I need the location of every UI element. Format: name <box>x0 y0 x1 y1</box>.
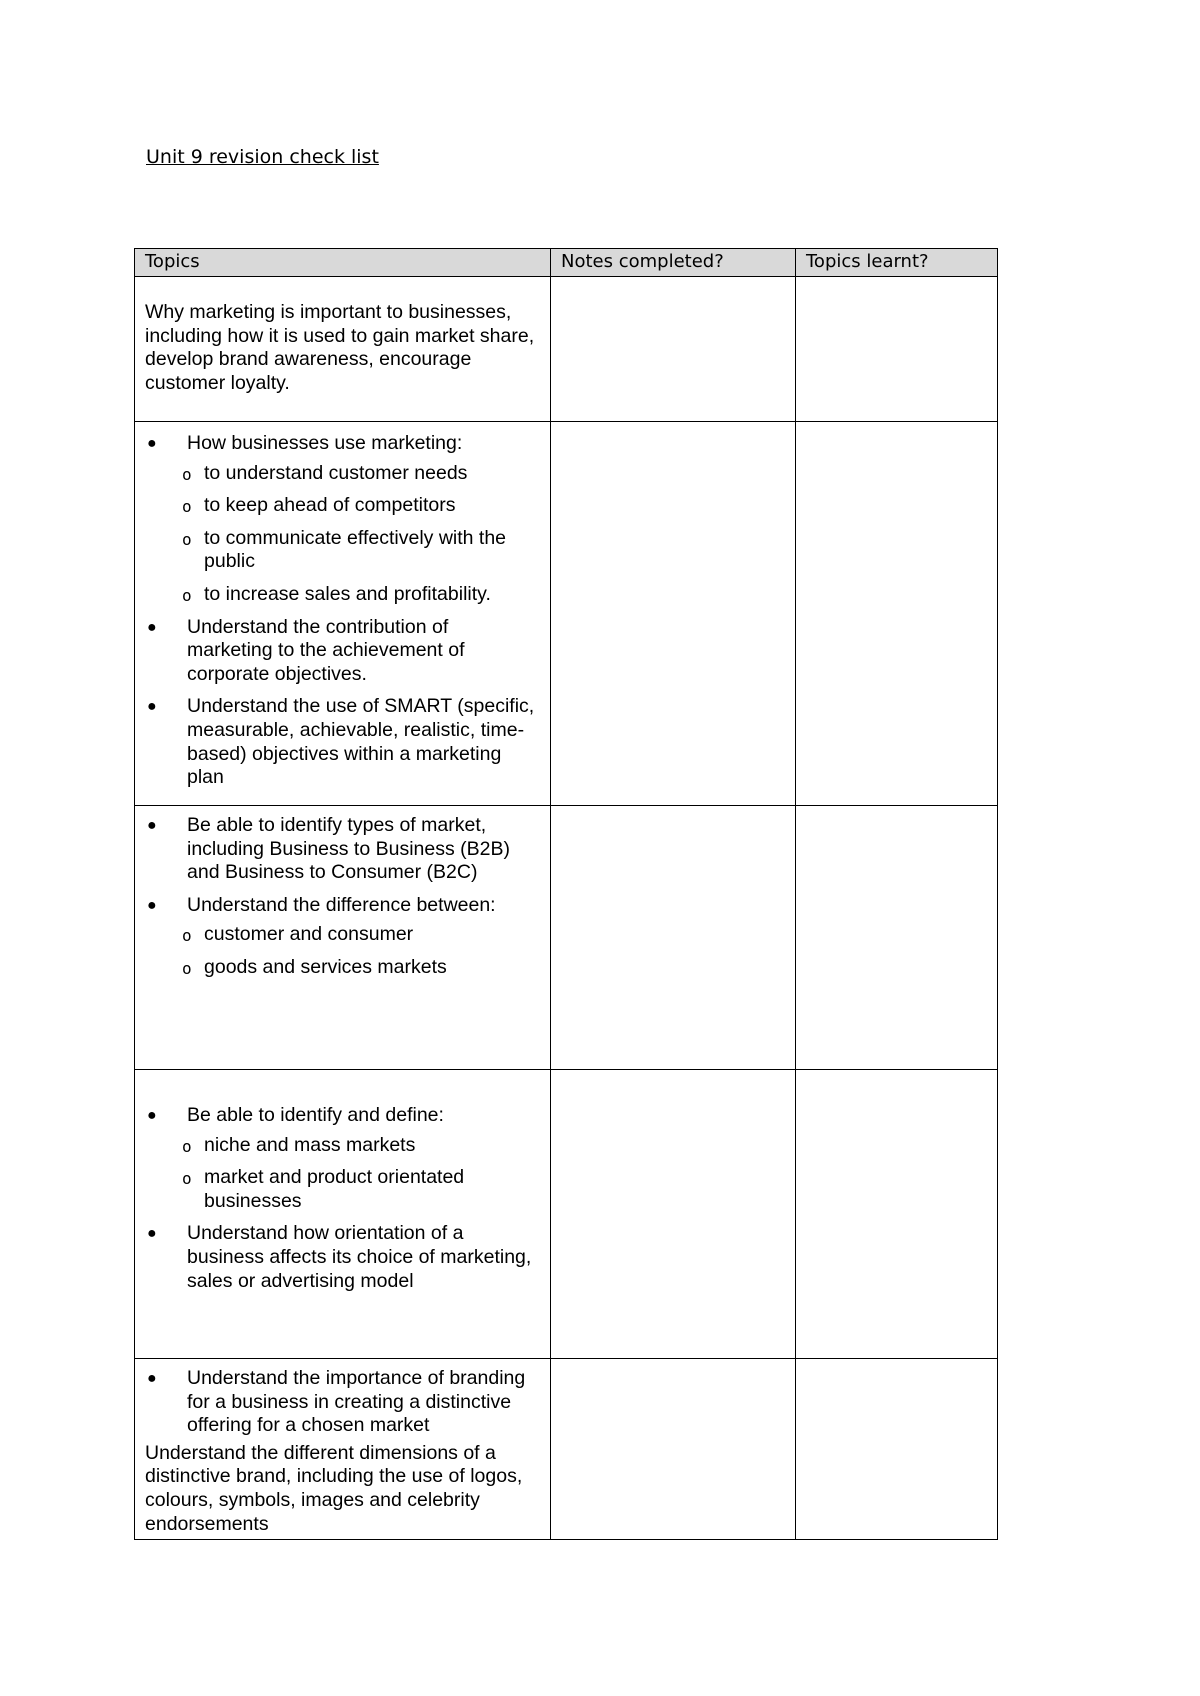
bullet-icon: ● <box>147 817 157 834</box>
topic-cell <box>135 1070 551 1359</box>
circle-bullet-icon: o <box>182 1136 192 1156</box>
bullet-icon: ● <box>147 1370 157 1387</box>
list-item: ● Understand how orientation of a business affects its choice of marketing, sales or advertising model <box>147 1222 532 1292</box>
circle-bullet-icon: o <box>182 497 192 517</box>
table-header-row <box>135 249 998 277</box>
bullet-icon: ● <box>147 1225 157 1243</box>
list-item: o niche and mass markets <box>187 1134 538 1158</box>
bullet-icon: ● <box>147 618 157 636</box>
bullet-icon: ● <box>147 435 157 452</box>
table-row <box>135 806 998 1070</box>
topics-learnt-cell[interactable] <box>796 1359 998 1540</box>
topic-cell <box>135 806 551 1070</box>
list-item: o goods and services markets <box>187 956 538 980</box>
header-topics: Topics <box>135 249 551 277</box>
table-row <box>135 1359 998 1540</box>
notes-completed-cell[interactable] <box>551 806 796 1070</box>
topic-text: Understand the different dimensions of a distinctive brand, including the use of logos, colours, symbols, images and celebrity endorsements <box>145 1441 523 1535</box>
bullet-icon: ● <box>147 698 157 716</box>
notes-completed-cell[interactable] <box>551 1359 796 1540</box>
list-item: ● Understand the use of SMART (specific, measurable, achievable, realistic, time-based) objectives within a marketing plan <box>147 695 535 789</box>
topics-learnt-cell[interactable] <box>796 422 998 806</box>
revision-checklist-table <box>134 248 998 1540</box>
circle-bullet-icon: o <box>182 958 192 978</box>
circle-bullet-icon: o <box>182 585 192 605</box>
list-item: ● Understand the difference between: o customer and consumer o goods and services markets <box>145 894 538 980</box>
topic-cell <box>135 422 551 806</box>
list-item: ● Understand the importance of branding for a business in creating a distinctive offering for a chosen market <box>147 1367 526 1437</box>
list-item: o to keep ahead of competitors <box>187 494 538 518</box>
list-item: ● Be able to identify and define: o niche and mass markets o market and product orientated businesses <box>145 1104 538 1213</box>
topic-text: Why marketing is important to businesses, including how it is used to gain market share, develop brand awareness, encourage customer loyalty. <box>145 301 535 394</box>
list-item: o to increase sales and profitability. <box>187 583 538 607</box>
table-row <box>135 1070 998 1359</box>
topics-learnt-cell[interactable] <box>796 277 998 422</box>
circle-bullet-icon: o <box>182 529 192 549</box>
circle-bullet-icon: o <box>182 1169 192 1189</box>
list-item: ● How businesses use marketing: o to understand customer needs o to keep ahead of competitors o to communicate effectively with the public o to increase sales and profitability. <box>145 432 538 607</box>
list-item: ● Understand the contribution of marketing to the achievement of corporate objectives. <box>147 615 465 685</box>
list-item: o customer and consumer <box>187 923 538 947</box>
list-item: o to understand customer needs <box>187 462 538 486</box>
bullet-icon: ● <box>147 1107 157 1124</box>
bullet-icon: ● <box>147 896 157 914</box>
header-topics-learnt: Topics learnt? <box>796 249 998 277</box>
circle-bullet-icon: o <box>182 926 192 946</box>
table-row <box>135 422 998 806</box>
topics-learnt-cell[interactable] <box>796 806 998 1070</box>
notes-completed-cell[interactable] <box>551 422 796 806</box>
list-item: o to communicate effectively with the public <box>182 526 507 573</box>
topic-cell <box>135 1359 551 1540</box>
notes-completed-cell[interactable] <box>551 1070 796 1359</box>
topic-cell <box>135 277 551 422</box>
list-item: ● Be able to identify types of market, including Business to Business (B2B) and Business to Consumer (B2C) <box>147 814 510 884</box>
topics-learnt-cell[interactable] <box>796 1070 998 1359</box>
table-row <box>135 277 998 422</box>
header-notes-completed: Notes completed? <box>551 249 796 277</box>
notes-completed-cell[interactable] <box>551 277 796 422</box>
list-item: o market and product orientated businesses <box>182 1166 465 1212</box>
circle-bullet-icon: o <box>182 464 192 484</box>
page-title: Unit 9 revision check list <box>146 146 379 168</box>
